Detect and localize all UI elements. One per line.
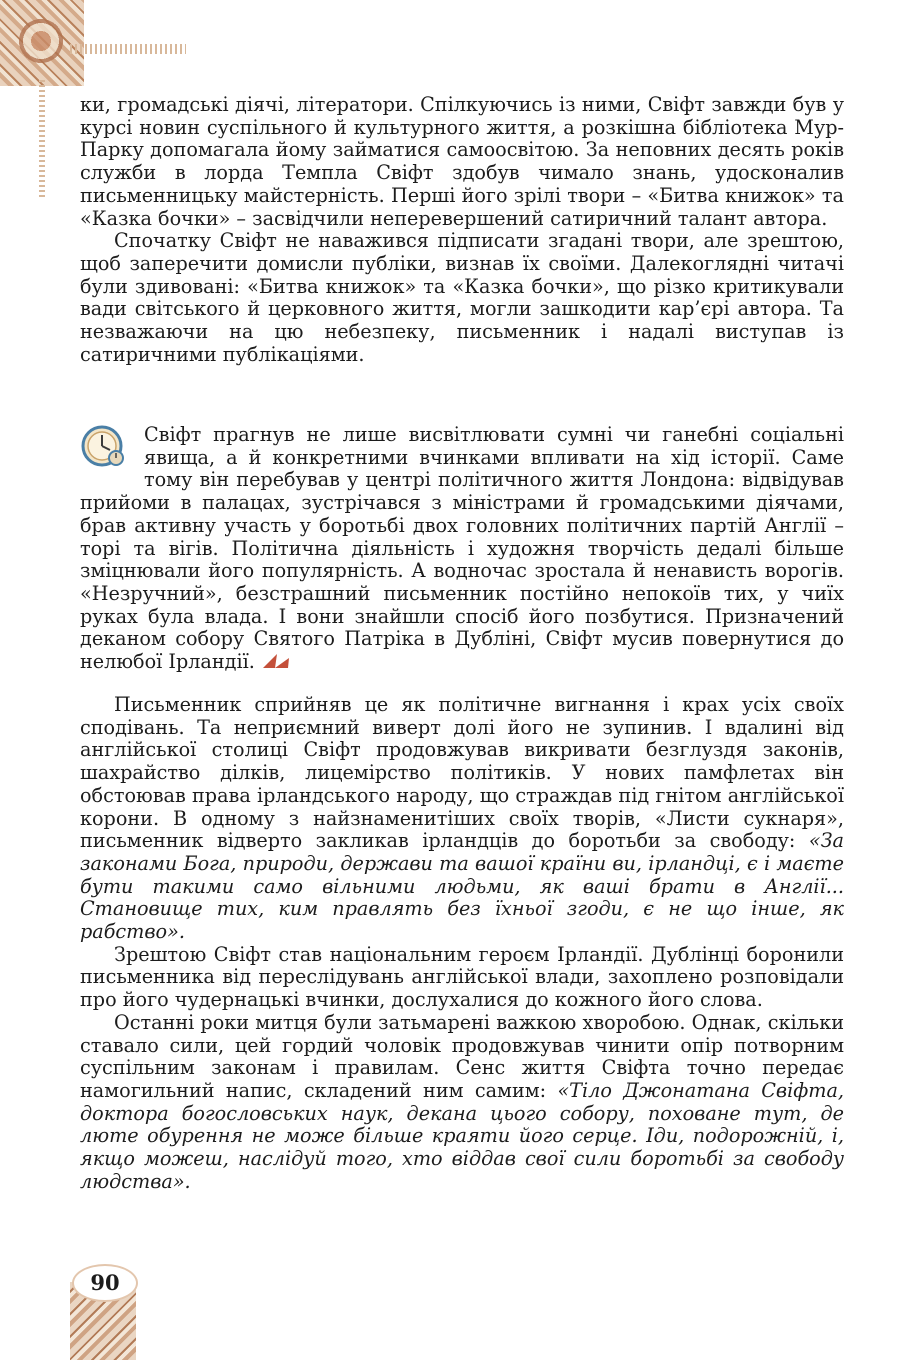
paragraph-4: Зрештою Свіфт став національним героєм Ірландії. Дублінці боронили письменника від переслідувань англійської влади, захоплено розповідали про його чудернацькі вчинки, дослухалися до кожного його слова. [80,942,844,1012]
callout-block [80,424,844,674]
dotted-rule-top [70,44,186,54]
quote-letters: «За законами Бога, природи, держави та вашої країни ви, ірландці, є і маєте бути такими само вільними людьми, як ваші брати в Англії... Становище тих, ким правлять без їхньої згоди, є не що інше, як рабство». [80,829,844,944]
paragraph-5: Останні роки митця були затьмарені важкою хворобою. Однак, скільки ставало сили, цей гордий чоловік продовжував чинити опір потворним суспільним законам і правилам. Сенс життя Свіфта точно передає намогильний напис, складений ним самим: «Тіло Джонатана Свіфта, доктора богословських наук, декана цього собору, поховане тут, де люте обурення не може більше краяти його серце. Іди, подорожній, і, якщо можеш, наслідуй того, хто віддав свої сили боротьбі за свободу людства». [80,1010,844,1193]
paragraph-3: Письменник сприйняв це як політичне вигнання і крах усіх своїх сподівань. Та неприємний виверт долі його не зупинив. І вдалині від англійської столиці Свіфт продовжував викривати безглуздя законів, шахрайство ділків, лицемірство політиків. У нових памфлетах він обстоював права ірландського народу, що страждав під гнітом англійської корони. В одному з найзнаменитіших своїх творів, «Листи сукнаря», письменник відверто закликав ірландців до боротьби за свободу: «За законами Бога, природи, держави та вашої країни ви, ірландці, є і маєте бути такими само вільними людьми, як ваші брати в Англії... Становище тих, ким правлять без їхньої згоди, є не що інше, як рабство». [80,693,844,944]
callout-text: Свіфт прагнув не лише висвітлювати сумні чи ганебні соціальні явища, а й конкретними вчинками впливати на хід історії. Саме тому він перебував у центрі політичного життя Лондона: відвідував прийоми в палацах, зустрічався з міністрами й громадськими діячами, брав активну участь у боротьбі двох головних політичних партій Англії – торі та вігів. Політична діяльність і художня творчість дедалі більше зміцнювали його популярність. А водночас зростала й ненависть ворогів. «Незручний», безстрашний письменник постійно непокоїв тих, у чиїх руках була влада. І вони знайшли спосіб його позбутися. Призначений деканом собору Святого Патріка в Дубліні, Свіфт мусив повернутися до нелюбої Ірландії. [80,423,844,674]
ornament-top-left [0,0,84,86]
quote-epitaph: «Тіло Джонатана Свіфта, доктора богословських наук, декана цього собору, поховане тут, де люте обурення не може більше краяти його серце. Іди, подорожній, і, якщо можеш, наслідуй того, хто віддав свої сили боротьбі за свободу людства». [80,1078,844,1193]
text-block-bottom [80,694,844,1193]
double-arrow-left-icon [261,652,291,670]
text-block-top [80,94,844,366]
clock-icon [80,424,138,470]
dotted-rule-left [39,80,45,198]
paragraph-2: Спочатку Свіфт не наважився підписати згадані твори, але зрештою, щоб заперечити домисли публіки, визнав їх своїми. Далекоглядні читачі були здивовані: «Битва книжок» та «Казка бочки», що різко критикували вади світського й церковного життя, могли зашкодити кар’єрі автора. Та незважаючи на цю небезпеку, письменник і надалі виступав із сатиричними публікаціями. [80,229,844,366]
page-number: 90 [72,1264,138,1302]
paragraph-1: ки, громадські діячі, літератори. Спілкуючись із ними, Свіфт завжди був у курсі новин суспільного й культурного життя, а розкішна бібліотека Мур-Парку допомагала йому займатися самоосвітою. За неповних десять років служби в лорда Темпла Свіфт здобув чимало знань, удосконалив письменницьку майстерність. Перші його зрілі твори – «Битва книжок» та «Казка бочки» – засвідчили неперевершений сатиричний талант автора. [80,93,844,230]
